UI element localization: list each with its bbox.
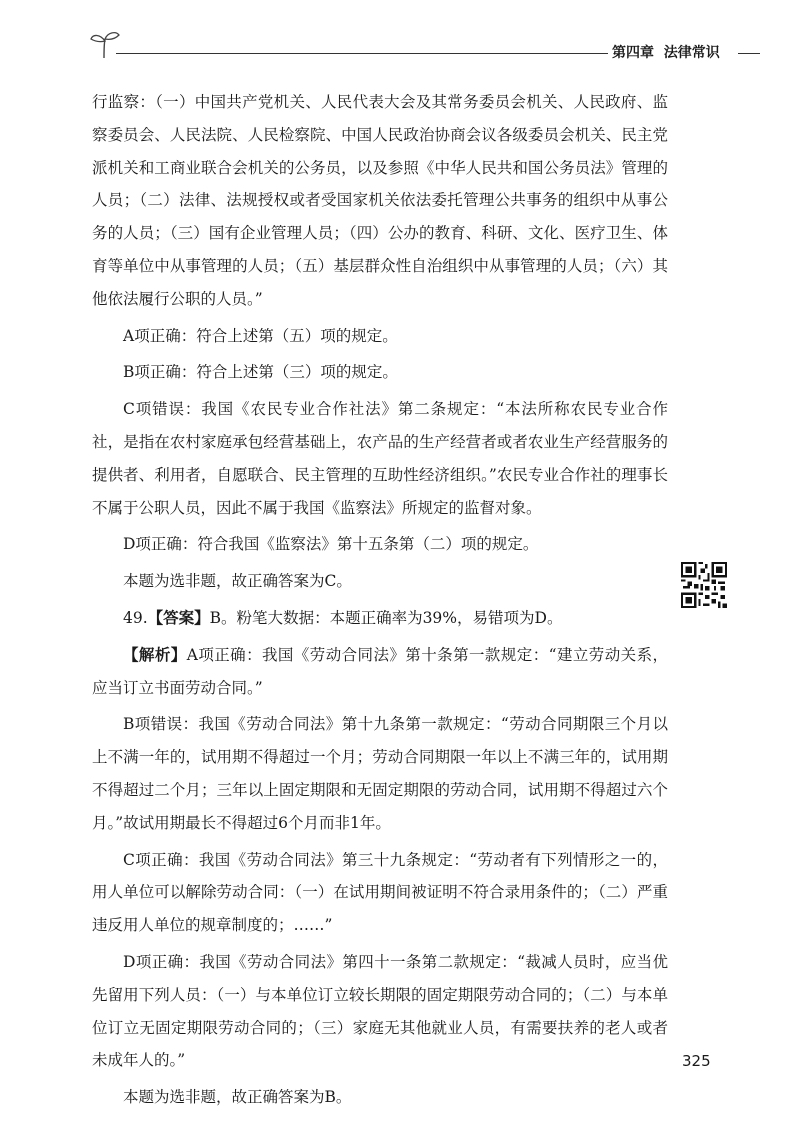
answer-text: B。粉笔大数据：本题正确率为39%，易错项为D。 [209, 608, 563, 627]
paragraph: A项正确：符合上述第（五）项的规定。 [123, 326, 398, 345]
answer-tag: 【答案】 [147, 607, 210, 627]
paragraph: C项正确：我国《劳动合同法》第三十九条规定：“劳动者有下列情形之一的，用人单位可以解除劳动合同：（一）在试用期间被证明不符合录用条件的；（二）严重违反用人单位的规章制度的；……” [92, 850, 668, 935]
page-header [88, 30, 760, 64]
chapter-title: 法律常识 [663, 45, 720, 61]
qr-code-icon [681, 562, 727, 608]
analysis-tag: 【解析】 [123, 644, 187, 664]
question-49-answer [92, 602, 668, 635]
sprout-logo-icon [88, 30, 122, 60]
paragraph: B项正确：符合上述第（三）项的规定。 [123, 363, 398, 382]
analysis-text: A项正确：我国《劳动合同法》第十条第一款规定：“建立劳动关系，应当订立书面劳动合同。” [92, 645, 668, 697]
paragraph: D项正确：我国《劳动合同法》第四十一条第二款规定：“裁减人员时，应当优先留用下列人员：（一）与本单位订立较长期限的固定期限劳动合同的；（二）与本单位订立无固定期限劳动合同的；（三）家庭无其他就业人员，有需要扶养的老人或者未成年人的。” [92, 952, 668, 1070]
page-number: 325 [682, 1052, 711, 1070]
paragraph: C项错误：我国《农民专业合作社法》第二条规定：“本法所称农民专业合作社，是指在农村家庭承包经营基础上，农产品的生产经营者或者农业生产经营服务的提供者、利用者，自愿联合、民主管理的互助性经济组织。”农民专业合作社的理事长不属于公职人员，因此不属于我国《监察法》所规定的监督对象。 [92, 400, 668, 517]
question-49-analysis [92, 639, 668, 705]
paragraph: 本题为选非题，故正确答案为C。 [123, 572, 352, 591]
question-number: 49. [123, 608, 148, 627]
header-rule-right [738, 53, 760, 54]
paragraph: 本题为选非题，故正确答案为B。 [123, 1088, 352, 1107]
chapter-number: 第四章 [612, 45, 654, 61]
header-rule [116, 53, 688, 54]
chapter-heading [608, 42, 724, 62]
paragraph: D项正确：符合我国《监察法》第十五条第（二）项的规定。 [123, 535, 539, 554]
paragraph: 行监察：（一）中国共产党机关、人民代表大会及其常务委员会机关、人民政府、监察委员会、人民法院、人民检察院、中国人民政治协商会议各级委员会机关、民主党派机关和工商业联合会机关的公务员，以及参照《中华人民共和国公务员法》管理的人员；（二）法律、法规授权或者受国家机关依法委托管理公共事务的组织中从事公务的人员；（三）国有企业管理人员；（四）公办的教育、科研、文化、医疗卫生、体育等单位中从事管理的人员；（五）基层群众性自治组织中从事管理的人员；（六）其他依法履行公职的人员。” [92, 93, 668, 308]
page-body [92, 86, 668, 1114]
paragraph: B项错误：我国《劳动合同法》第十九条第一款规定：“劳动合同期限三个月以上不满一年的，试用期不得超过一个月；劳动合同期限一年以上不满三年的，试用期不得超过二个月；三年以上固定期限和无固定期限的劳动合同，试用期不得超过六个月。”故试用期最长不得超过6个月而非1年。 [92, 715, 668, 832]
